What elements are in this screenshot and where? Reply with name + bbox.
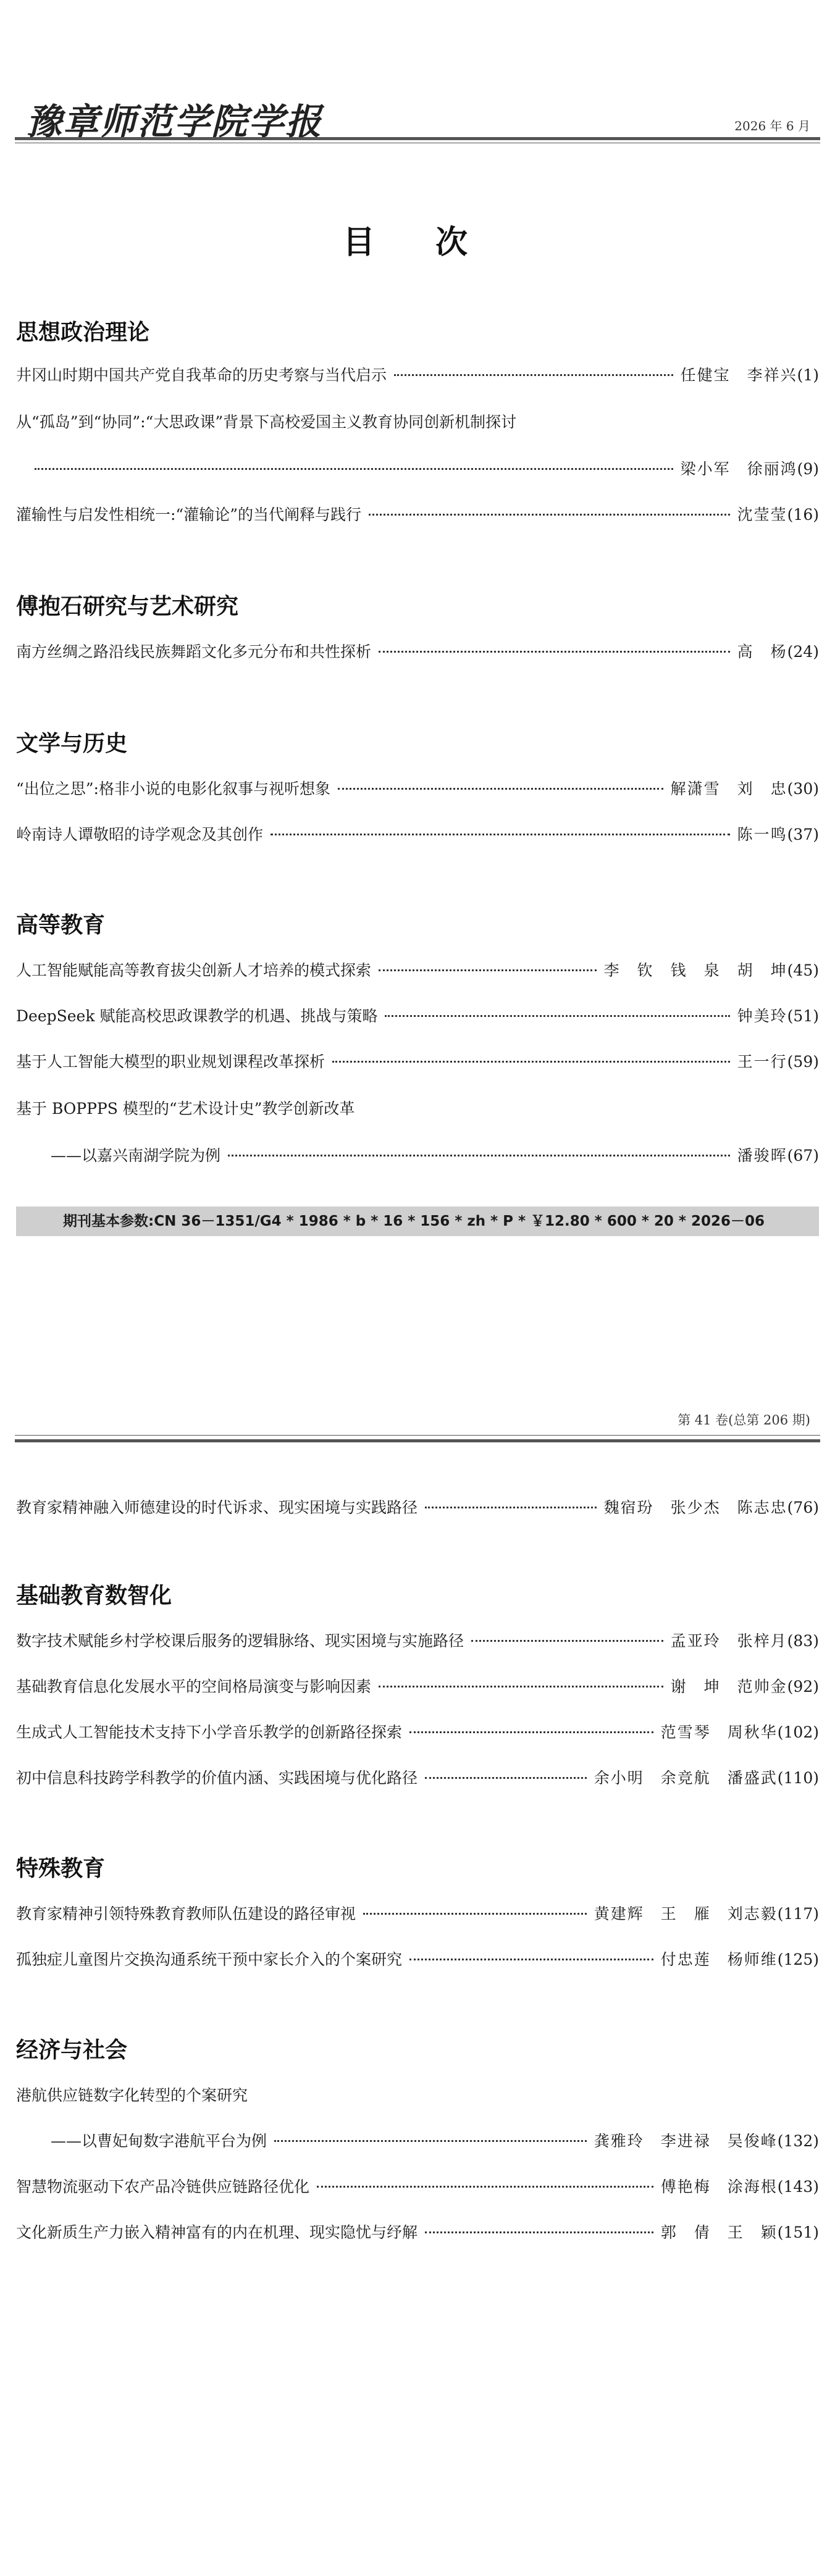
dot-leader bbox=[379, 969, 597, 971]
article-page: (45) bbox=[787, 961, 819, 979]
dot-leader bbox=[379, 651, 730, 653]
toc-entry[interactable] bbox=[16, 457, 819, 482]
article-authors: 李 钦 钱 泉 胡 坤 bbox=[603, 961, 787, 979]
section-title-fu-baoshi: 傅抱石研究与艺术研究 bbox=[16, 594, 239, 619]
article-page: (102) bbox=[777, 1723, 819, 1741]
dot-leader bbox=[394, 374, 673, 376]
toc-entry[interactable] bbox=[16, 363, 819, 388]
toc-entry[interactable] bbox=[16, 2129, 819, 2154]
article-title: 文化新质生产力嵌入精神富有的内在机理、现实隐忧与纾解 bbox=[16, 2223, 418, 2241]
toc-entry[interactable] bbox=[16, 1720, 819, 1745]
dot-leader bbox=[409, 1731, 653, 1733]
dot-leader bbox=[385, 1015, 729, 1017]
toc-page-2 bbox=[0, 1288, 835, 2576]
article-authors: 王一行 bbox=[737, 1053, 787, 1071]
article-title-line1[interactable]: 港航供应链数字化转型的个案研究 bbox=[16, 2086, 248, 2104]
header-rule-thick bbox=[15, 137, 820, 140]
article-authors: 高 杨 bbox=[737, 643, 787, 661]
article-page: (1) bbox=[797, 366, 819, 384]
article-page: (67) bbox=[787, 1147, 819, 1165]
article-title: 南方丝绸之路沿线民族舞蹈文化多元分布和共性探析 bbox=[16, 643, 372, 661]
article-title-line1[interactable]: 基于 BOPPPS 模型的“艺术设计史”教学创新改革 bbox=[16, 1100, 355, 1118]
section-title-economy-society: 经济与社会 bbox=[16, 2038, 128, 2063]
journal-params-value: CN 36－1351/G4 * 1986 * b * 16 * 156 * zh * P * ￥12.80 * 600 * 20 * 2026－06 bbox=[154, 1213, 765, 1229]
article-title: 智慧物流驱动下农产品冷链供应链路径优化 bbox=[16, 2178, 310, 2196]
header-rule-thick bbox=[15, 1439, 820, 1442]
toc-heading: 目 次 bbox=[342, 224, 493, 261]
article-page: (117) bbox=[777, 1905, 819, 1923]
toc-entry[interactable] bbox=[16, 1144, 819, 1168]
article-subtitle: ——以曹妃甸数字港航平台为例 bbox=[51, 2132, 267, 2150]
article-title: 教育家精神引领特殊教育教师队伍建设的路径审视 bbox=[16, 1905, 356, 1923]
toc-entry[interactable] bbox=[16, 1766, 819, 1791]
dot-leader bbox=[363, 1913, 587, 1915]
article-authors: 沈莹莹 bbox=[737, 506, 787, 524]
article-title-line1[interactable]: 从“孤岛”到“协同”:“大思政课”背景下高校爱国主义教育协同创新机制探讨 bbox=[16, 413, 517, 431]
toc-entry[interactable] bbox=[16, 777, 819, 801]
dot-leader bbox=[338, 788, 663, 790]
article-authors: 孟亚玲 张梓月 bbox=[670, 1632, 787, 1650]
issue-date: 2026 年 6 月 bbox=[734, 119, 810, 133]
article-authors: 钟美玲 bbox=[737, 1007, 787, 1025]
dot-leader bbox=[332, 1061, 730, 1063]
dot-leader bbox=[369, 514, 730, 516]
dot-leader bbox=[317, 2186, 653, 2188]
article-page: (110) bbox=[777, 1769, 819, 1787]
article-authors: 梁小军 徐丽鸿 bbox=[680, 460, 797, 478]
toc-entry[interactable] bbox=[16, 2175, 819, 2199]
article-page: (30) bbox=[787, 780, 819, 798]
toc-entry[interactable] bbox=[16, 958, 819, 983]
section-title-higher-education: 高等教育 bbox=[16, 913, 106, 938]
article-page: (151) bbox=[777, 2223, 819, 2241]
article-page: (125) bbox=[777, 1951, 819, 1968]
toc-entry[interactable] bbox=[16, 1004, 819, 1029]
dot-leader bbox=[425, 1777, 587, 1779]
article-page: (24) bbox=[787, 643, 819, 661]
journal-params-label: 期刊基本参数: bbox=[63, 1213, 154, 1229]
section-title-literature-history: 文学与历史 bbox=[16, 731, 128, 756]
dot-leader bbox=[409, 1959, 653, 1960]
article-page: (92) bbox=[787, 1678, 819, 1696]
article-authors: 余小明 余竞航 潘盛武 bbox=[594, 1769, 778, 1787]
article-authors: 黄建辉 王 雁 刘志毅 bbox=[594, 1905, 778, 1923]
toc-entry[interactable] bbox=[16, 1629, 819, 1654]
toc-entry[interactable] bbox=[16, 1495, 819, 1520]
toc-entry[interactable] bbox=[16, 1902, 819, 1926]
dot-leader bbox=[35, 468, 673, 470]
article-page: (16) bbox=[787, 506, 819, 524]
article-title: 数字技术赋能乡村学校课后服务的逻辑脉络、现实困境与实施路径 bbox=[16, 1632, 464, 1650]
article-authors: 任健宝 李祥兴 bbox=[680, 366, 797, 384]
article-page: (143) bbox=[777, 2178, 819, 2196]
journal-params-bar bbox=[16, 1206, 819, 1236]
toc-entry[interactable] bbox=[16, 503, 819, 527]
article-authors: 潘骏晖 bbox=[737, 1147, 787, 1165]
toc-entry[interactable] bbox=[16, 1050, 819, 1074]
journal-title: 豫章师范学院学报 bbox=[26, 101, 323, 143]
volume-info: 第 41 卷(总第 206 期) bbox=[678, 1413, 810, 1428]
article-page: (59) bbox=[787, 1053, 819, 1071]
article-page: (37) bbox=[787, 826, 819, 843]
toc-entry[interactable] bbox=[16, 640, 819, 664]
article-title: 基础教育信息化发展水平的空间格局演变与影响因素 bbox=[16, 1678, 372, 1696]
toc-entry[interactable] bbox=[16, 2220, 819, 2245]
article-authors: 魏宿玢 张少杰 陈志忠 bbox=[603, 1499, 787, 1516]
article-title: 教育家精神融入师德建设的时代诉求、现实困境与实践路径 bbox=[16, 1499, 418, 1516]
toc-entry[interactable] bbox=[16, 1675, 819, 1699]
article-page: (83) bbox=[787, 1632, 819, 1650]
section-title-special-education: 特殊教育 bbox=[16, 1856, 106, 1881]
article-subtitle: ——以嘉兴南湖学院为例 bbox=[51, 1147, 221, 1165]
dot-leader bbox=[379, 1686, 663, 1687]
article-title: 基于人工智能大模型的职业规划课程改革探析 bbox=[16, 1053, 325, 1071]
article-title: 孤独症儿童图片交换沟通系统干预中家长介入的个案研究 bbox=[16, 1951, 403, 1968]
article-title: DeepSeek 赋能高校思政课教学的机遇、挑战与策略 bbox=[16, 1007, 378, 1025]
article-page: (9) bbox=[797, 460, 819, 478]
article-title: 初中信息科技跨学科教学的价值内涵、实践困境与优化路径 bbox=[16, 1769, 418, 1787]
header-rule-thin bbox=[15, 1435, 820, 1436]
dot-leader bbox=[425, 2231, 653, 2233]
dot-leader bbox=[228, 1155, 730, 1156]
dot-leader bbox=[471, 1640, 663, 1642]
article-title: “出位之思”:格非小说的电影化叙事与视听想象 bbox=[16, 780, 330, 798]
toc-entry[interactable] bbox=[16, 822, 819, 847]
section-title-basic-education-digital: 基础教育数智化 bbox=[16, 1583, 172, 1608]
article-page: (132) bbox=[777, 2132, 819, 2150]
article-authors: 付忠莲 杨师维 bbox=[660, 1951, 778, 1968]
dot-leader bbox=[274, 2140, 587, 2142]
toc-entry[interactable] bbox=[16, 1947, 819, 1972]
article-title: 岭南诗人谭敬昭的诗学观念及其创作 bbox=[16, 826, 264, 843]
article-title: 人工智能赋能高等教育拔尖创新人才培养的模式探索 bbox=[16, 961, 372, 979]
article-authors: 范雪琴 周秋华 bbox=[660, 1723, 778, 1741]
article-title: 生成式人工智能技术支持下小学音乐教学的创新路径探索 bbox=[16, 1723, 403, 1741]
article-authors: 龚雅玲 李进禄 吴俊峰 bbox=[594, 2132, 778, 2150]
article-authors: 傅艳梅 涂海根 bbox=[660, 2178, 778, 2196]
dot-leader bbox=[271, 834, 730, 835]
article-authors: 谢 坤 范帅金 bbox=[670, 1678, 787, 1696]
dot-leader bbox=[425, 1507, 597, 1508]
article-authors: 郭 倩 王 颖 bbox=[660, 2223, 778, 2241]
section-title-political-theory: 思想政治理论 bbox=[16, 320, 150, 345]
article-page: (51) bbox=[787, 1007, 819, 1025]
article-title: 灌输性与启发性相统一:“灌输论”的当代阐释与践行 bbox=[16, 506, 361, 524]
article-title: 井冈山时期中国共产党自我革命的历史考察与当代启示 bbox=[16, 366, 387, 384]
article-authors: 陈一鸣 bbox=[737, 826, 787, 843]
article-authors: 解潇雪 刘 忠 bbox=[670, 780, 787, 798]
article-page: (76) bbox=[787, 1499, 819, 1516]
